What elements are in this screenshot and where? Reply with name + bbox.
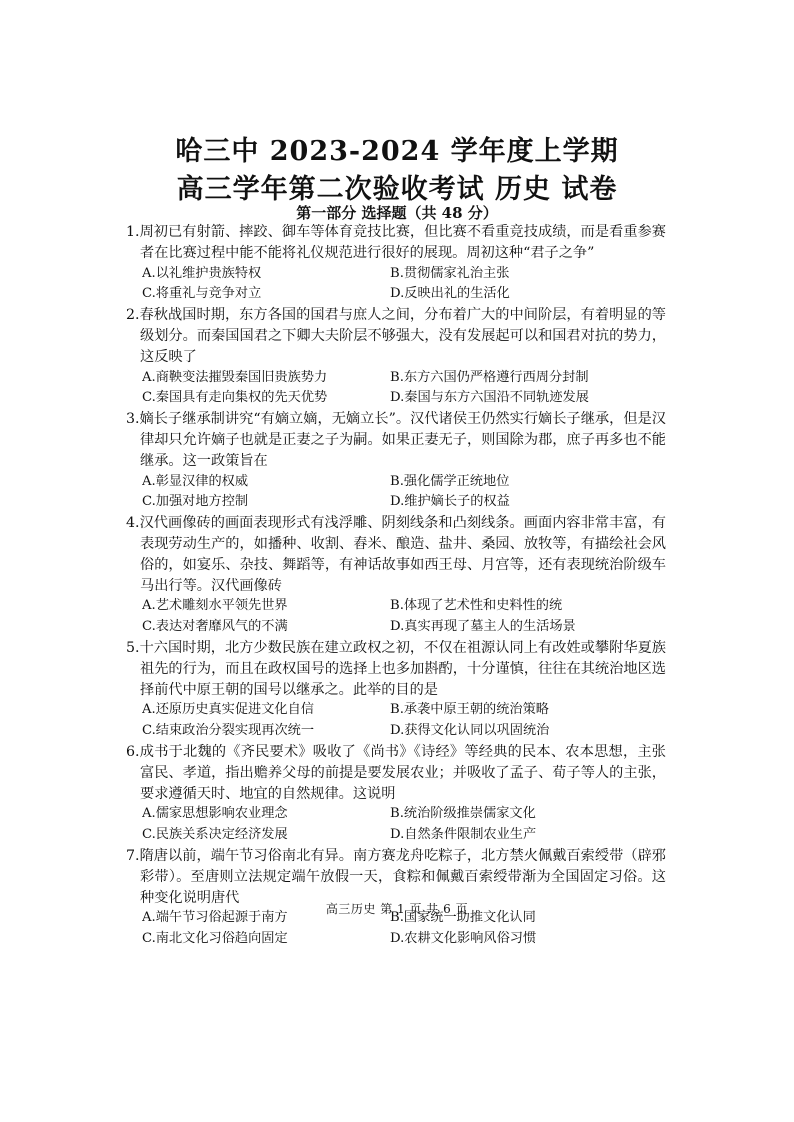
question-6 — [126, 742, 666, 846]
section-heading: 第一部分 选择题（共 48 分） — [296, 204, 498, 222]
option-b: B.体现了艺术性和史料性的统 — [390, 598, 563, 614]
option-a: A.儒家思想影响农业理念 — [142, 806, 288, 822]
question-stem: 7.隋唐以前，端午节习俗南北有异。南方赛龙舟吃粽子，北方禁火佩戴百索绶带（辟邪彩带）。至唐则立法规定端午放假一天，食粽和佩戴百索绶带渐为全国固定习俗。这种变化说明唐代 — [126, 847, 666, 906]
question-stem: 2.春秋战国时期，东方各国的国君与庶人之间，分布着广大的中间阶层，有着明显的等级划分。而秦国国君之下卿大夫阶层不够强大，没有发展起可以和国君对抗的势力，这反映了 — [126, 307, 666, 365]
option-b: B.东方六国仍严格遵行西周分封制 — [390, 369, 589, 385]
question-options — [126, 472, 666, 514]
option-c: C.民族关系决定经济发展 — [142, 827, 288, 843]
question-4 — [126, 513, 666, 638]
option-a: A.端午节习俗起源于南方 — [142, 910, 288, 926]
option-d: D.秦国与东方六国沿不同轨迹发展 — [390, 390, 589, 406]
question-3 — [126, 409, 666, 513]
option-a: A.商鞅变法摧毁秦国旧贵族势力 — [142, 369, 328, 385]
question-7 — [126, 846, 666, 950]
option-a: A.以礼维护贵族特权 — [142, 265, 262, 281]
option-c: C.结束政治分裂实现再次统一 — [142, 723, 315, 739]
option-d: D.维护嫡长子的权益 — [390, 494, 510, 510]
exam-title-line1: 哈三中 2023-2024 学年度上学期 — [175, 136, 619, 167]
option-a: A.还原历史真实促进文化自信 — [142, 702, 314, 718]
option-b: B.贯彻儒家礼治主张 — [390, 265, 510, 281]
question-options — [126, 264, 666, 306]
option-b: B.国家统一助推文化认同 — [390, 910, 536, 926]
option-b: B.承袭中原王朝的统治策略 — [390, 702, 549, 718]
option-c: C.南北文化习俗趋向固定 — [142, 931, 288, 947]
question-stem: 4.汉代画像砖的画面表现形式有浅浮雕、阴刻线条和凸刻线条。画面内容非常丰富，有表现劳动生产的，如播种、收割、舂米、酿造、盐井、桑园、放牧等，有描绘社会风俗的，如宴乐、杂技、舞蹈等，有神话故事如西王母、月宫等，还有表现统治阶级车马出行等。汉代画像砖 — [126, 515, 666, 594]
question-5 — [126, 638, 666, 742]
question-options — [126, 804, 666, 846]
option-c: C.将重礼与竞争对立 — [142, 286, 262, 302]
option-a: A.彰显汉律的权威 — [142, 473, 249, 489]
question-options — [126, 700, 666, 742]
option-d: D.自然条件限制农业生产 — [390, 827, 537, 843]
option-b: B.强化儒学正统地位 — [390, 473, 510, 489]
option-d: D.获得文化认同以巩固统治 — [390, 723, 550, 739]
question-options — [126, 368, 666, 410]
page-footer: 高三历史 第 1 页 共 6 页 — [325, 902, 469, 916]
option-c: C.表达对奢靡风气的不满 — [142, 619, 288, 635]
exam-title-line2: 高三学年第二次验收考试 历史 试卷 — [176, 174, 618, 205]
option-a: A.艺术雕刻水平领先世界 — [142, 598, 288, 614]
question-stem: 3.嫡长子继承制讲究“有嫡立嫡，无嫡立长”。汉代诸侯王仍然实行嫡长子继承，但是汉律却只允许嫡子也就是正妻之子为嗣。如果正妻无子，则国除为郡，庶子再多也不能继承。这一政策旨在 — [126, 411, 666, 469]
option-d: D.真实再现了墓主人的生活场景 — [390, 619, 576, 635]
option-c: C.秦国具有走向集权的先天优势 — [142, 390, 328, 406]
question-options — [126, 596, 666, 638]
option-b: B.统治阶级推崇儒家文化 — [390, 806, 536, 822]
question-1 — [126, 222, 666, 305]
option-d: D.反映出礼的生活化 — [390, 286, 510, 302]
question-stem: 6.成书于北魏的《齐民要术》吸收了《尚书》《诗经》等经典的民本、农本思想，主张富民、孝道，指出赡养父母的前提是要发展农业；并吸收了孟子、荀子等人的主张，要求遵循天时、地宜的自然规律。这说明 — [126, 743, 666, 802]
option-c: C.加强对地方控制 — [142, 494, 249, 510]
question-stem: 5.十六国时期，北方少数民族在建立政权之初，不仅在祖源认同上有改姓或攀附华夏族祖先的行为，而且在政权国号的选择上也多加斟酌，十分谨慎，往往在其统治地区选择前代中原王朝的国号以继承之。此举的目的是 — [126, 639, 666, 698]
question-list — [126, 222, 666, 950]
question-stem: 1.周初已有射箭、摔跤、御车等体育竞技比赛，但比赛不看重竞技成绩，而是看重参赛者在比赛过程中能不能将礼仪规范进行很好的展现。周初这种“君子之争” — [126, 224, 666, 261]
question-2 — [126, 305, 666, 409]
option-d: D.农耕文化影响风俗习惯 — [390, 931, 537, 947]
